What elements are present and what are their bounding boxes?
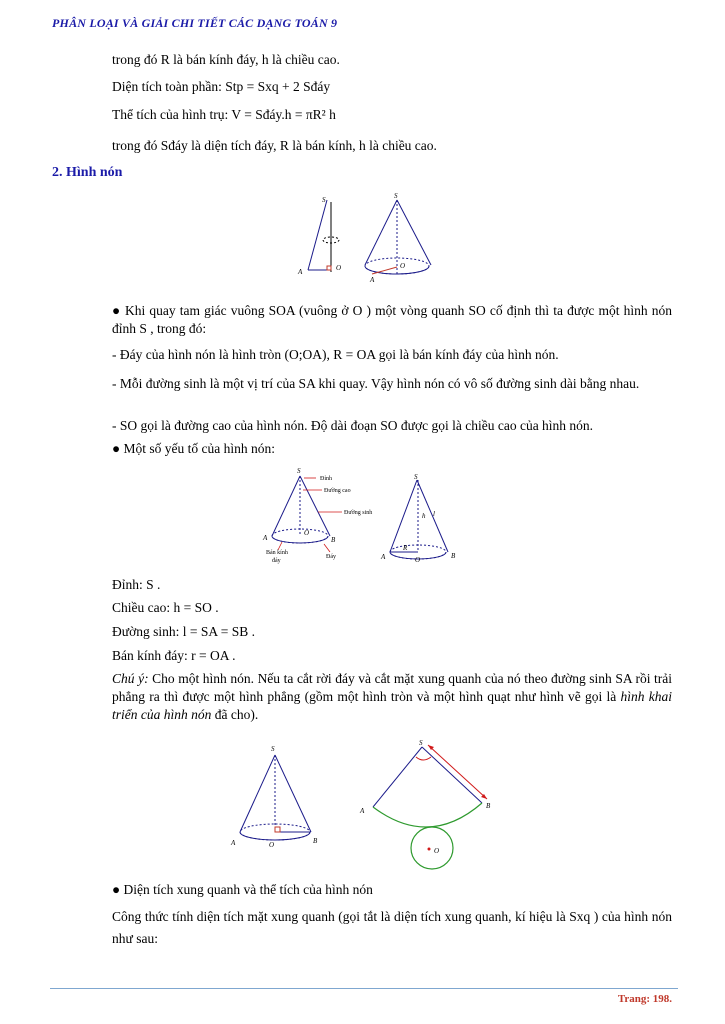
label-o: O (304, 529, 310, 537)
text-line: Đỉnh: S . (112, 577, 161, 592)
note-text: Cho một hình nón. Nếu ta cắt rời đáy và cắt mặt xung quanh của nó theo đường sinh SA rồi trải phẳng ra thì được một hình phẳng (gồm một hình tròn và một hình quạt như hình vẽ gọi là (112, 671, 673, 704)
paragraph: ● Một số yếu tố của hình nón: (112, 441, 276, 456)
text-line: trong đó R là bán kính đáy, h là chiều cao. (112, 52, 340, 67)
paragraph: Công thức tính diện tích mặt xung quanh (gọi tắt là diện tích xung quanh, kí hiệu là Sxq ) của hình nón như sau: (112, 909, 672, 946)
label-b: B (313, 837, 318, 845)
label-r: R (403, 544, 408, 552)
label-b: B (331, 536, 336, 544)
label-duong-sinh: Đường sinh (344, 510, 373, 516)
note-emphasis: hình khai triển của hình nón (112, 689, 672, 722)
figure-cone-development (225, 737, 515, 877)
label-dinh: Đỉnh (320, 476, 332, 482)
section-title: 2. Hình nón (52, 165, 123, 180)
note-paragraph (112, 670, 672, 724)
label-h: h (422, 512, 426, 520)
label-s: S (297, 467, 301, 475)
page-number: Trang: 198. (617, 993, 672, 1005)
label-b: B (486, 802, 491, 810)
label-ban-kinh: Bán kính (266, 550, 288, 556)
text-line: Chiều cao: h = SO . (112, 600, 219, 615)
paragraph: - Mỗi đường sinh là một vị trí của SA khi quay. Vậy hình nón có vô số đường sinh dài bằng nhau. (112, 376, 640, 391)
page-header: PHÂN LOẠI VÀ GIẢI CHI TIẾT CÁC DẠNG TOÁN 9 (52, 16, 338, 30)
label-o: O (336, 264, 342, 272)
footer-divider (50, 988, 678, 989)
label-l: l (433, 510, 435, 518)
label-ban-kinh-day: đáy (272, 558, 281, 564)
text-line: Diện tích toàn phần: Stp = Sxq + 2 Sđáy (112, 79, 331, 94)
label-o: O (269, 841, 275, 849)
label-a: A (370, 276, 375, 284)
label-s: S (271, 745, 275, 753)
text-line: trong đó Sđáy là diện tích đáy, R là bán kính, h là chiều cao. (112, 138, 437, 153)
label-o: O (434, 847, 440, 855)
paragraph: ● Diện tích xung quanh và thể tích của hình nón (112, 882, 373, 897)
label-a: A (381, 553, 386, 561)
label-day: Đáy (326, 554, 336, 560)
label-s: S (419, 739, 423, 747)
label-o: O (400, 262, 406, 270)
note-label: Chú ý: (112, 671, 149, 686)
figure-cone-rotation (290, 190, 440, 285)
paragraph: - SO gọi là đường cao của hình nón. Độ dài đoạn SO được gọi là chiều cao của hình nón. (112, 418, 594, 433)
label-a: A (263, 534, 268, 542)
label-a: A (298, 268, 303, 276)
paragraph: - Đáy của hình nón là hình tròn (O;OA), R = OA gọi là bán kính đáy của hình nón. (112, 347, 559, 362)
label-s: S (394, 192, 398, 200)
label-duong-cao: Đường cao (324, 488, 351, 494)
label-a: A (360, 807, 365, 815)
note-end: đã cho). (211, 707, 259, 722)
text-line: Thể tích của hình trụ: V = Sđáy.h = πR² h (112, 107, 336, 122)
label-s: S (414, 473, 418, 481)
label-s: S (322, 196, 326, 204)
paragraph: ● Khi quay tam giác vuông SOA (vuông ở O ) một vòng quanh SO cố định thì ta được một hình nón đỉnh S , trong đó: (112, 303, 672, 336)
label-o: O (415, 556, 421, 564)
text-line: Bán kính đáy: r = OA . (112, 648, 236, 663)
label-b: B (451, 552, 456, 560)
figure-cone-elements (260, 466, 470, 570)
label-a: A (231, 839, 236, 847)
text-line: Đường sinh: l = SA = SB . (112, 624, 255, 639)
